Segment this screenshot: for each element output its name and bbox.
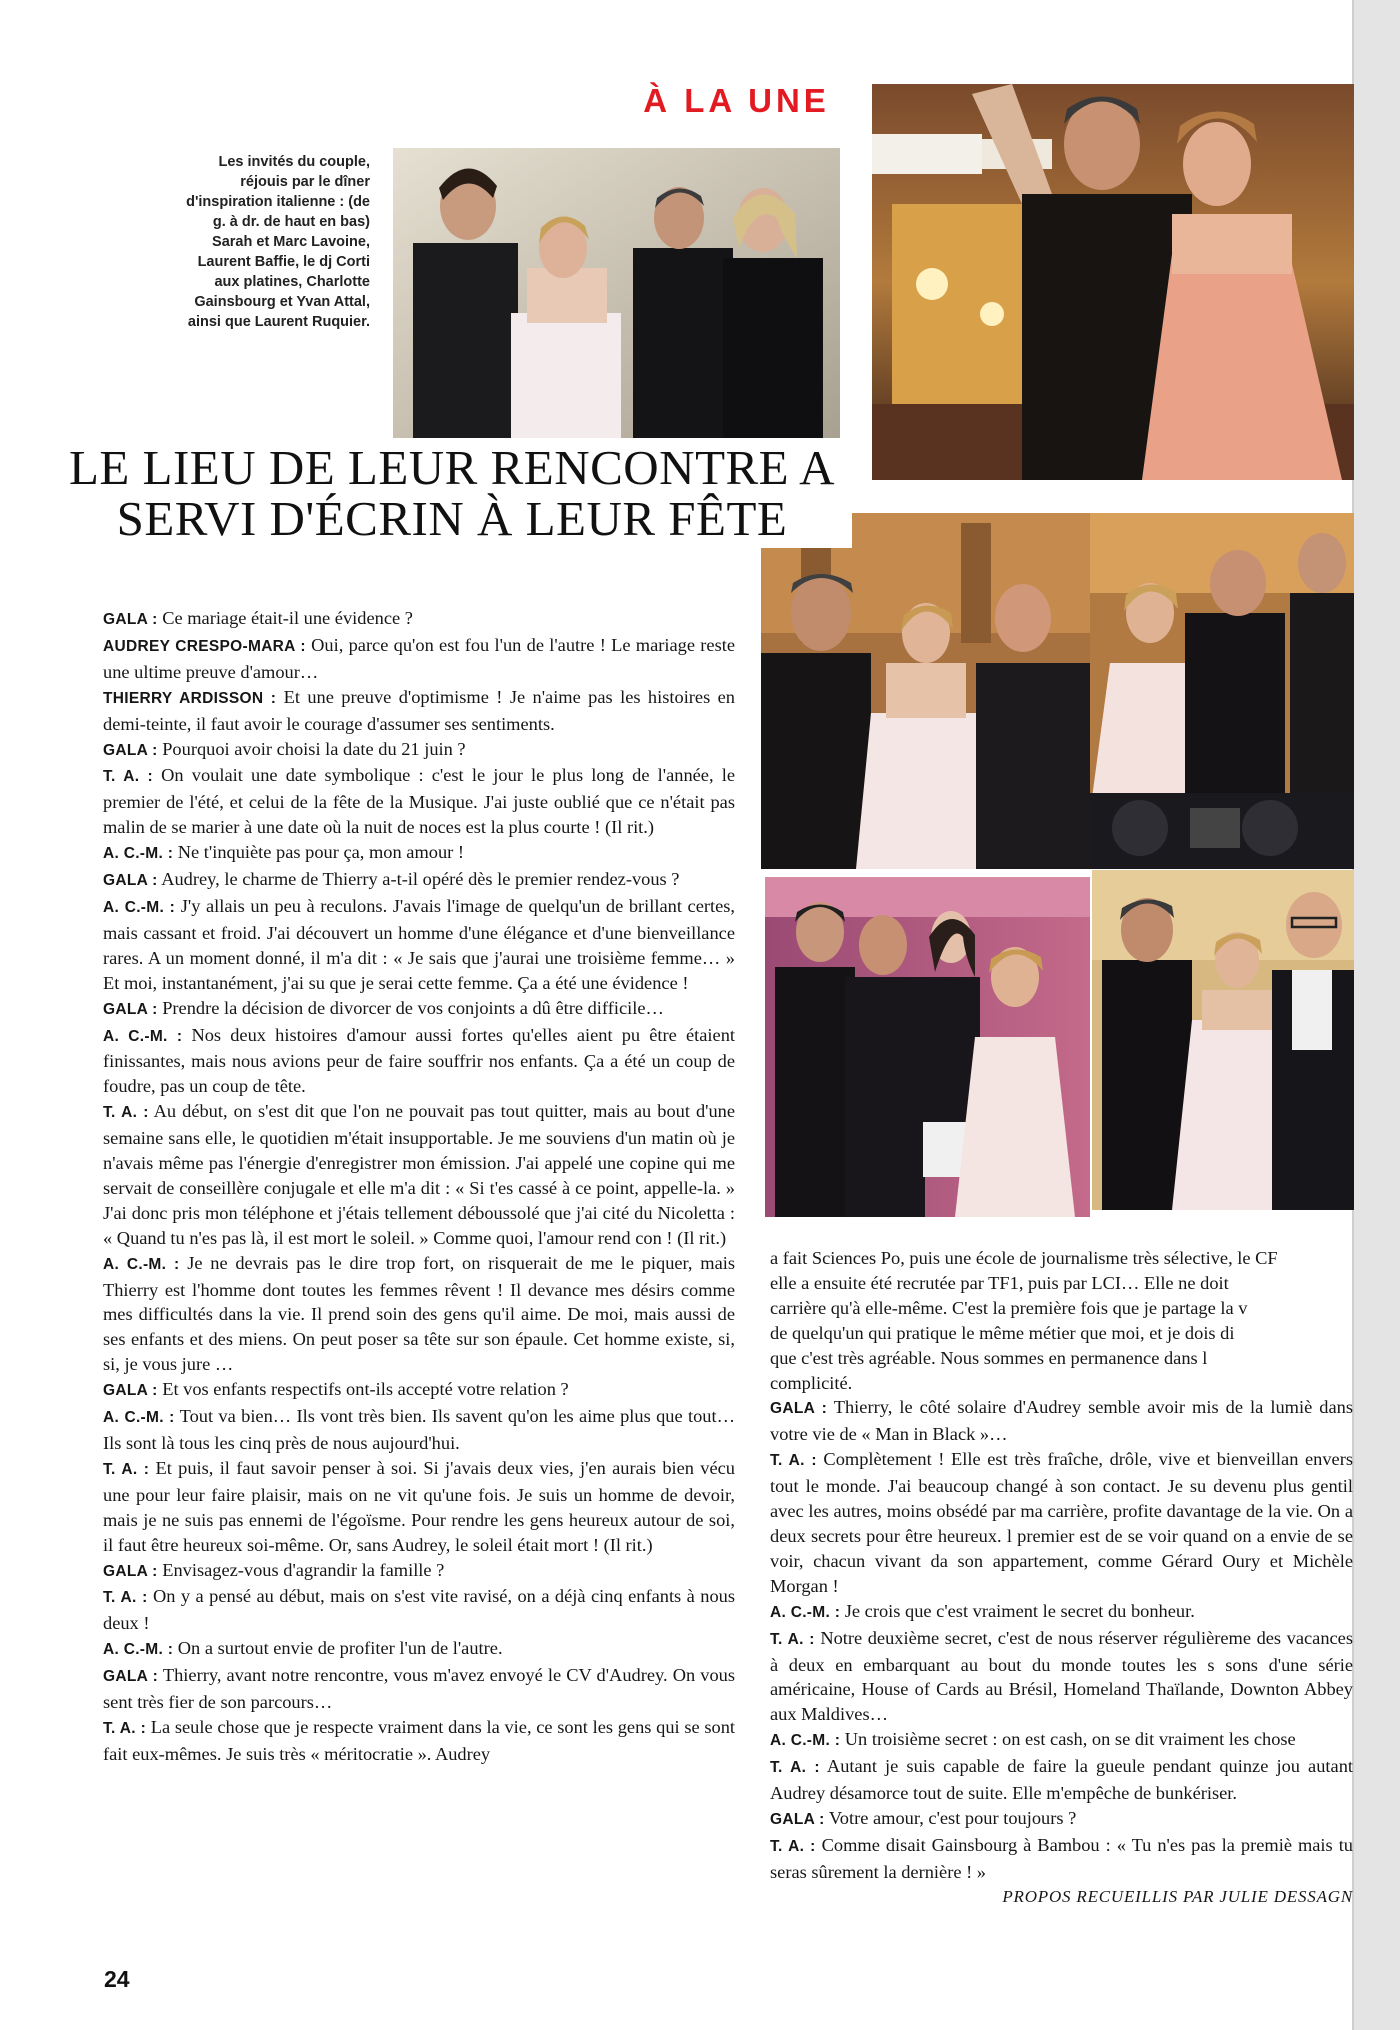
answer-text: Ce mariage était-il une évidence ? bbox=[157, 608, 413, 628]
continued-text-line: carrière qu'à elle-même. C'est la première fois que je partage la v bbox=[770, 1297, 1248, 1318]
interview-paragraph bbox=[770, 1806, 1353, 1833]
speaker-label: T. A. : bbox=[103, 1719, 147, 1737]
interview-paragraph bbox=[770, 1727, 1353, 1754]
interview-paragraph bbox=[103, 1636, 735, 1663]
speaker-label: A. C.-M. : bbox=[770, 1732, 841, 1750]
speaker-label: GALA : bbox=[103, 741, 158, 759]
speaker-label: T. A. : bbox=[770, 1630, 815, 1648]
continued-text-line: que c'est très agréable. Nous sommes en permanence dans l bbox=[770, 1347, 1208, 1368]
speaker-label: GALA : bbox=[103, 1668, 159, 1686]
answer-text: Envisagez-vous d'agrandir la famille ? bbox=[157, 1559, 445, 1580]
section-label: À LA UNE bbox=[643, 82, 830, 119]
interview-column-right bbox=[770, 1246, 1353, 1910]
interview-paragraph bbox=[103, 685, 735, 737]
interview-paragraph bbox=[103, 1663, 735, 1715]
interview-paragraph bbox=[770, 1833, 1353, 1885]
interview-paragraph bbox=[103, 1251, 735, 1378]
photo-couple-with-ruquier bbox=[1092, 870, 1354, 1210]
answer-text: Et puis, il faut savoir penser à soi. Si j'avais deux vies, j'en aurais bien vécu une pour leur faire plaisir, mais on ne vit qu'une fois. Je suis un homme de devoir, mais je ne suis pas ennemi de l'égoïsme. Pour rendre les gens heureux autour de soi, il faut être heureux soi-même. Or, sans Audrey, le soleil était mort ! (Il rit.) bbox=[103, 1457, 735, 1555]
answer-text: Autant je suis capable de faire la gueule pendant quinze jou autant Audrey désamorce tout de suite. Elle m'empêche de bunkériser. bbox=[770, 1756, 1353, 1804]
answer-text: Audrey, le charme de Thierry a-t-il opéré dès le premier rendez-vous ? bbox=[157, 869, 680, 890]
interview-paragraph bbox=[103, 1377, 735, 1404]
interview-paragraph bbox=[103, 606, 735, 633]
answer-text: Thierry, le côté solaire d'Audrey semble avoir mis de la lumiè dans votre vie de « Man in Black »… bbox=[770, 1397, 1353, 1445]
speaker-label: GALA : bbox=[103, 1000, 158, 1018]
answer-text: Je crois que c'est vraiment le secret du bonheur. bbox=[840, 1600, 1195, 1621]
speaker-label: T. A. : bbox=[103, 1589, 148, 1607]
answer-text: Et vos enfants respectifs ont-ils accepté votre relation ? bbox=[157, 1379, 569, 1400]
answer-text: Ne t'inquiète pas pour ça, mon amour ! bbox=[173, 842, 464, 863]
answer-text: Prendre la décision de divorcer de vos conjoints a dû être difficile… bbox=[157, 997, 664, 1018]
speaker-label: T. A. : bbox=[770, 1837, 816, 1855]
interview-paragraph bbox=[103, 1456, 735, 1558]
interview-paragraph bbox=[103, 633, 735, 685]
interview-paragraph bbox=[103, 1558, 735, 1585]
answer-text: Oui, parce qu'on est fou l'un de l'autre ! Le mariage reste une ultime preuve d'amour… bbox=[103, 634, 735, 682]
interview-paragraph bbox=[770, 1447, 1353, 1598]
interview-paragraph bbox=[770, 1599, 1353, 1626]
interview-paragraph bbox=[103, 867, 735, 894]
answer-text: J'y allais un peu à reculons. J'avais l'image de quelqu'un de brillant certes, mais cassant et froid. J'ai découvert un homme d'une élégance et d'une bienveillance rares. A un moment donné, il m'a dit : « Je sais que j'aurai une troisième femme… » Et moi, instantanément, j'ai su que je serai cette femme. Ça a été une évidence ! bbox=[103, 895, 736, 993]
speaker-label: A. C.-M. : bbox=[103, 845, 174, 863]
interview-paragraph bbox=[103, 1715, 735, 1767]
headline bbox=[52, 438, 852, 548]
interview-paragraph bbox=[103, 1023, 735, 1100]
speaker-label: T. A. : bbox=[103, 768, 153, 786]
speaker-label: A. C.-M. : bbox=[103, 1641, 174, 1659]
answer-text: Tout va bien… Ils vont très bien. Ils savent qu'on les aime plus que tout… Ils sont là tous les cinq près de nous aujourd'hui. bbox=[103, 1406, 735, 1453]
page-edge bbox=[1352, 0, 1400, 2030]
interview-paragraph bbox=[103, 737, 735, 764]
answer-text: Notre deuxième secret, c'est de nous réserver régulièreme des vacances à deux en embarquant au bout du monde toutes les s sons d'une série américaine, House of Cards au Brésil, Homeland Thaïlande, Downton Abbey aux Maldives… bbox=[770, 1627, 1353, 1725]
answer-text: Complètement ! Elle est très fraîche, drôle, vive et bienveillan envers tout le monde. J'ai beaucoup changé à son contact. Je su devenu plus gentil avec les autres, moins obsédé par ma carrière, profite davantage de la vie. On a deux secrets pour être heureux. l premier est de se voir quand on a envie de se voir, chacun vivant da son appartement, comme Gérard Oury et Michèle Morgan ! bbox=[770, 1449, 1353, 1596]
speaker-label: AUDREY CRESPO-MARA : bbox=[103, 637, 306, 655]
photo-couple-with-guest bbox=[761, 513, 1096, 869]
headline-line-1: LE LIEU DE LEUR RENCONTRE A bbox=[68, 440, 836, 495]
speaker-label: GALA : bbox=[103, 611, 158, 628]
interview-paragraph bbox=[103, 840, 735, 867]
speaker-label: GALA : bbox=[103, 1382, 158, 1400]
answer-text: Au début, on s'est dit que l'on ne pouvait pas tout quitter, mais au bout d'une semaine sans elle, le quotidien m'était insupportable. Je me souviens d'un matin où je n'avais même pas l'énergie d'enregistrer mon émission. J'ai appelé une copine qui me servait de conseillère conjugale et elle m'a dit : « Si t'es cassé à ce point, appelle-la. » J'ai donc pris mon téléphone et j'étais tellement déboussolé que j'ai cité du Nicoletta : « Quand tu n'es pas là, il est mort le soleil. » Comme quoi, l'amour rend con ! (Il rit.) bbox=[103, 1101, 736, 1248]
answer-text: On a surtout envie de profiter l'un de l'autre. bbox=[173, 1638, 503, 1659]
photo-dj-booth bbox=[1090, 513, 1354, 869]
speaker-label: THIERRY ARDISSON : bbox=[103, 689, 277, 707]
speaker-label: A. C.-M. : bbox=[103, 1027, 183, 1045]
speaker-label: GALA : bbox=[103, 872, 158, 890]
interview-paragraph bbox=[103, 1404, 735, 1456]
photo-guests-group bbox=[393, 148, 840, 438]
answer-text: Nos deux histoires d'amour aussi fortes qu'elles aient pu être étaient finissantes, mais nous avions peur de faire souffrir nos enfants. Ça a été un coup de foudre, pas un coup de tête. bbox=[103, 1024, 735, 1097]
speaker-label: T. A. : bbox=[770, 1759, 820, 1777]
answer-text: Votre amour, c'est pour toujours ? bbox=[824, 1807, 1077, 1828]
interview-paragraph bbox=[770, 1626, 1353, 1728]
answer-text: On voulait une date symbolique : c'est le jour le plus long de l'année, le premier de l'été, et celui de la fête de la Musique. J'ai juste oublié que ce n'était pas malin de se marier à une date où la nuit de noces est la plus courte ! (Il rit.) bbox=[103, 765, 735, 838]
speaker-label: A. C.-M. : bbox=[103, 1409, 175, 1427]
answer-text: On y a pensé au début, mais on s'est vite ravisé, on a déjà cinq enfants à nous deux ! bbox=[103, 1586, 735, 1634]
speaker-label: T. A. : bbox=[103, 1460, 150, 1478]
interview-column-left bbox=[103, 606, 735, 1767]
interview-paragraph bbox=[103, 996, 735, 1023]
answer-text: La seule chose que je respecte vraiment dans la vie, ce sont les gens qui se sont fait eux-mêmes. Je suis très « méritocratie ». Audrey bbox=[103, 1716, 736, 1764]
speaker-label: T. A. : bbox=[770, 1452, 817, 1470]
headline-line-2: SERVI D'ÉCRIN À LEUR FÊTE bbox=[116, 491, 788, 546]
interview-paragraph bbox=[103, 894, 735, 996]
answer-text: Je ne devrais pas le dire trop fort, on risquerait de me le piquer, mais Thierry est l'homme dont toutes les femmes rêvent ! Il devance mes désirs comme mes difficultés dans la vie. Il prend soin des gens qu'il aime. De moi, mais aussi de ses enfants et des miens. On peut poser sa tête sur son épaule. Cet homme existe, si, si, je vous jure … bbox=[103, 1252, 736, 1375]
photo-couple-dancing bbox=[872, 84, 1354, 480]
speaker-label: A. C.-M. : bbox=[103, 898, 176, 916]
continued-text-line: a fait Sciences Po, puis une école de journalisme très sélective, le CF bbox=[770, 1248, 1278, 1268]
answer-text: Comme disait Gainsbourg à Bambou : « Tu n'es pas la premiè mais tu seras sûrement la dernière ! » bbox=[770, 1834, 1353, 1882]
continued-text-line: complicité. bbox=[770, 1372, 853, 1393]
page-number: 24 bbox=[104, 1966, 130, 1992]
continued-text-line: de quelqu'un qui pratique le même métier que moi, et je dois di bbox=[770, 1322, 1235, 1343]
speaker-label: A. C.-M. : bbox=[770, 1603, 841, 1621]
speaker-label: A. C.-M. : bbox=[103, 1255, 180, 1273]
speaker-label: GALA : bbox=[770, 1810, 825, 1828]
interview-paragraph bbox=[103, 1099, 735, 1250]
interview-paragraph bbox=[770, 1754, 1353, 1806]
answer-text: Pourquoi avoir choisi la date du 21 juin ? bbox=[157, 738, 466, 759]
speaker-label: GALA : bbox=[770, 1400, 828, 1418]
interview-right-qa bbox=[770, 1395, 1353, 1884]
photo-caption: Les invités du couple, réjouis par le dîner d'inspiration italienne : (de g. à dr. de haut en bas) Sarah et Marc Lavoine, Laurent Baffie, le dj Corti aux platines, Charlotte Gainsbourg et Yvan Attal, ainsi que Laurent Ruquier. bbox=[186, 154, 370, 330]
interview-paragraph bbox=[770, 1395, 1353, 1447]
interview-paragraph bbox=[103, 763, 735, 840]
byline: PROPOS RECUEILLIS PAR JULIE DESSAGN bbox=[1002, 1886, 1353, 1906]
answer-text: Thierry, avant notre rencontre, vous m'avez envoyé le CV d'Audrey. On vous sent très fier de son parcours… bbox=[103, 1665, 736, 1713]
continued-text-line: elle a ensuite été recrutée par TF1, puis par LCI… Elle ne doit bbox=[770, 1272, 1229, 1293]
speaker-label: GALA : bbox=[103, 1562, 158, 1580]
speaker-label: T. A. : bbox=[103, 1104, 149, 1122]
answer-text: Et une preuve d'optimisme ! Je n'aime pas les histoires en demi-teinte, il faut avoir le courage d'assumer ses sentiments. bbox=[103, 686, 735, 734]
photo-guests-gainsbourg-attal bbox=[765, 877, 1090, 1217]
answer-text: Un troisième secret : on est cash, on se dit vraiment les chose bbox=[840, 1729, 1296, 1750]
interview-paragraph bbox=[103, 1584, 735, 1636]
